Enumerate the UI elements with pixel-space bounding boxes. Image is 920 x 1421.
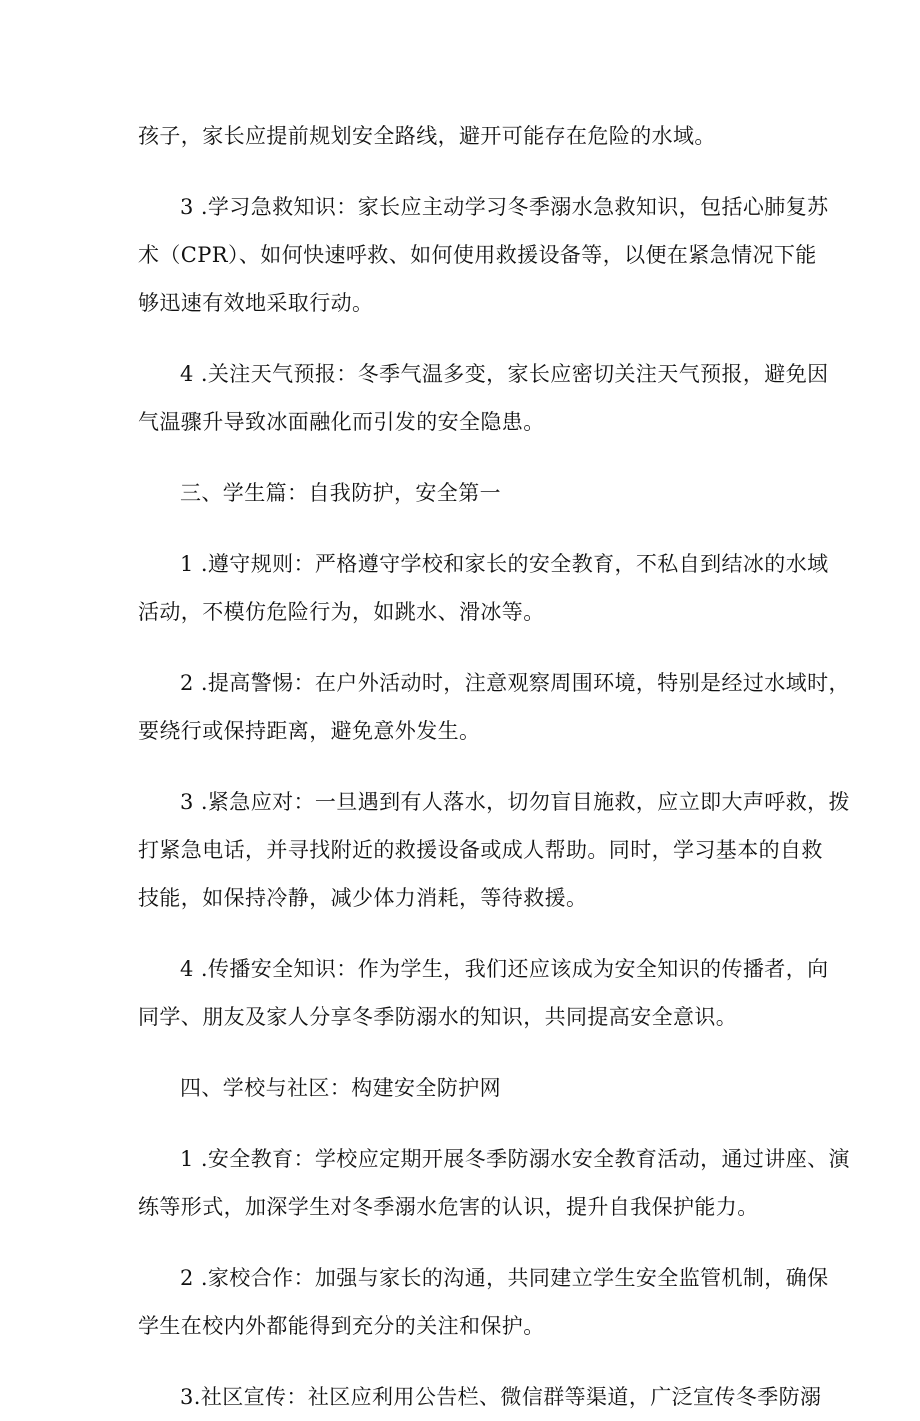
text-line: 够迅速有效地采取行动。 — [138, 291, 374, 315]
text-line: 同学、朋友及家人分享冬季防溺水的知识，共同提高安全意识。 — [138, 1005, 738, 1029]
paragraph-spacing — [138, 446, 788, 469]
paragraph-spacing — [138, 922, 788, 945]
text-line: 3.社区宣传：社区应利用公告栏、微信群等渠道，广泛宣传冬季防溺 — [180, 1385, 822, 1409]
text-line: 4 .传播安全知识：作为学生，我们还应该成为安全知识的传播者，向 — [180, 957, 829, 981]
text-line: 2 .家校合作：加强与家长的沟通，共同建立学生安全监管机制，确保 — [180, 1266, 829, 1290]
paragraph-spacing — [138, 1350, 788, 1373]
text-line: 活动，不模仿危险行为，如跳水、滑冰等。 — [138, 600, 545, 624]
text-line: 四、学校与社区：构建安全防护网 — [180, 1076, 501, 1100]
text-line: 术（CPR）、如何快速呼救、如何使用救援设备等，以便在紧急情况下能 — [138, 243, 817, 267]
text-line: 学生在校内外都能得到充分的关注和保护。 — [138, 1314, 545, 1338]
paragraph-spacing — [138, 755, 788, 778]
text-line: 练等形式，加深学生对冬季溺水危害的认识，提升自我保护能力。 — [138, 1195, 759, 1219]
text-line: 1 .遵守规则：严格遵守学校和家长的安全教育，不私自到结冰的水域 — [180, 552, 829, 576]
text-line: 三、学生篇：自我防护，安全第一 — [180, 481, 501, 505]
paragraph-spacing — [138, 1231, 788, 1254]
text-line: 要绕行或保持距离，避免意外发生。 — [138, 719, 481, 743]
paragraph-spacing — [138, 1041, 788, 1064]
paragraph-spacing — [138, 160, 788, 183]
document-body — [138, 112, 850, 1421]
paragraph-spacing — [138, 327, 788, 350]
paragraph-spacing — [138, 636, 788, 659]
text-line: 2 .提高警惕：在户外活动时，注意观察周围环境，特别是经过水域时， — [180, 671, 850, 695]
paragraph-spacing — [138, 517, 788, 540]
text-line: 孩子，家长应提前规划安全路线，避开可能存在危险的水域。 — [138, 124, 716, 148]
text-line: 3 .学习急救知识：家长应主动学习冬季溺水急救知识，包括心肺复苏 — [180, 195, 829, 219]
text-line: 技能，如保持冷静，减少体力消耗，等待救援。 — [138, 886, 588, 910]
text-line: 打紧急电话，并寻找附近的救援设备或成人帮助。同时，学习基本的自救 — [138, 838, 823, 862]
text-line: 气温骤升导致冰面融化而引发的安全隐患。 — [138, 410, 545, 434]
text-line: 4 .关注天气预报：冬季气温多变，家长应密切关注天气预报，避免因 — [180, 362, 829, 386]
paragraph-spacing — [138, 1112, 788, 1135]
text-line: 3 .紧急应对：一旦遇到有人落水，切勿盲目施救，应立即大声呼救，拨 — [180, 790, 850, 814]
text-line: 1 .安全教育：学校应定期开展冬季防溺水安全教育活动，通过讲座、演 — [180, 1147, 850, 1171]
